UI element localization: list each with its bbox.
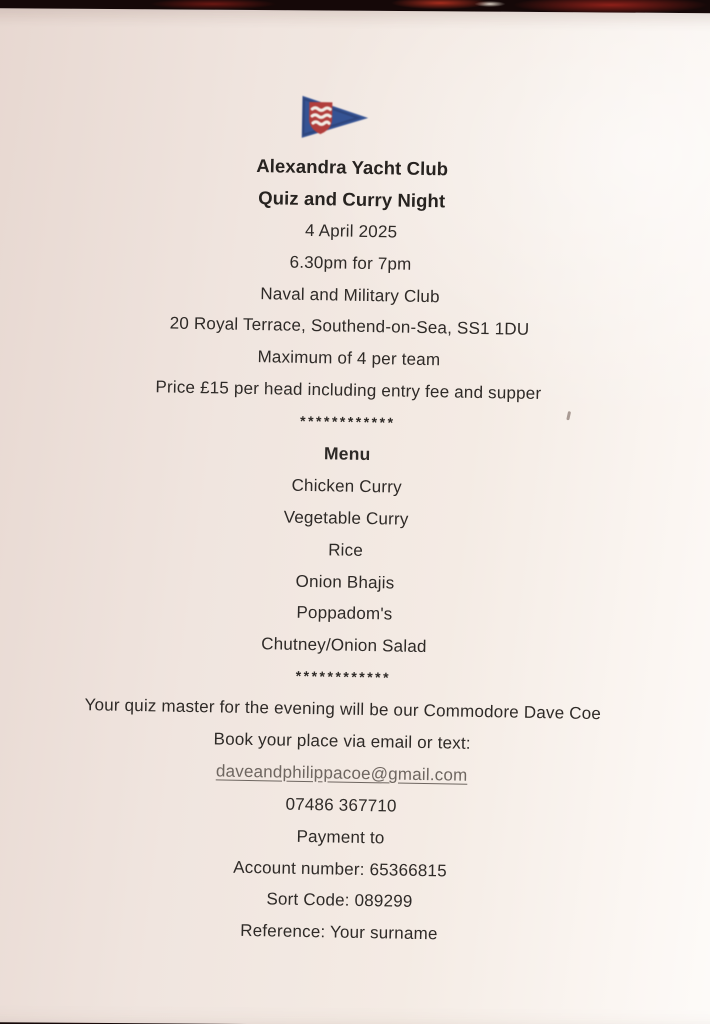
star-divider: ************ [295, 668, 392, 686]
quizmaster-note: Your quiz master for the evening will be our Commodore Dave Coe [84, 695, 602, 724]
event-time: 6.30pm for 7pm [289, 252, 412, 274]
booking-instruction: Book your place via email or text: [213, 729, 471, 753]
menu-item: Chutney/Onion Salad [261, 634, 427, 657]
flyer-content [0, 4, 710, 1024]
star-divider: ************ [299, 412, 396, 431]
event-title: Alexandra Yacht Club [256, 155, 449, 180]
menu-heading: Menu [323, 443, 371, 465]
venue-name: Naval and Military Club [260, 283, 440, 306]
club-burgee-icon [302, 95, 369, 140]
event-subtitle: Quiz and Curry Night [258, 186, 446, 212]
payment-reference: Reference: Your surname [240, 921, 438, 944]
menu-item: Vegetable Curry [283, 507, 409, 529]
menu-item: Chicken Curry [291, 475, 402, 497]
menu-item: Onion Bhajis [295, 571, 395, 593]
venue-address: 20 Royal Terrace, Southend-on-Sea, SS1 1DU [169, 313, 530, 340]
booking-email: daveandphilippacoe@gmail.com [215, 761, 468, 785]
price-note: Price £15 per head including entry fee and supper [155, 377, 542, 404]
flyer-paper [0, 8, 710, 1024]
menu-item: Poppadom's [296, 603, 393, 624]
event-date: 4 April 2025 [304, 220, 398, 242]
booking-phone: 07486 367710 [285, 794, 397, 816]
payment-heading: Payment to [296, 826, 385, 848]
menu-item: Rice [328, 540, 364, 560]
team-size-note: Maximum of 4 per team [257, 347, 441, 370]
sort-code: Sort Code: 089299 [266, 889, 413, 912]
account-number: Account number: 65366815 [233, 857, 448, 881]
